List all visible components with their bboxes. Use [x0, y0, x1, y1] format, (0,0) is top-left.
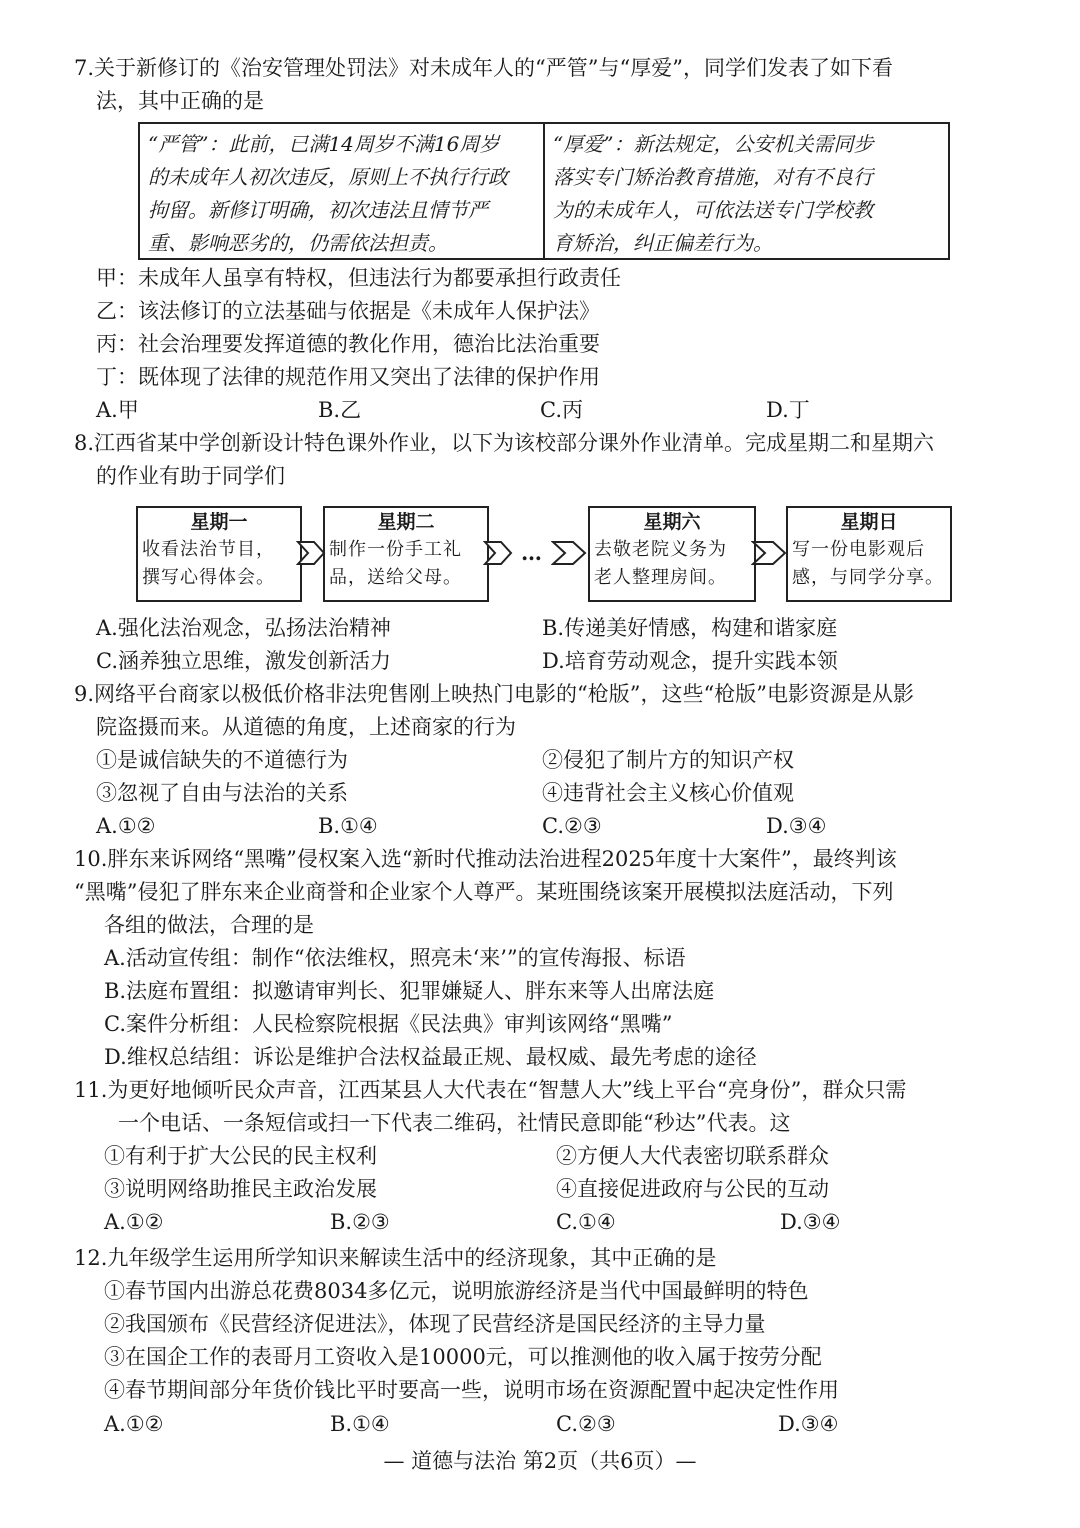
q8-ellipsis: … — [521, 540, 542, 565]
q7-statement-yi: 乙：该法修订的立法基础与依据是《未成年人保护法》 — [96, 299, 600, 323]
q9-item-1: ①是诚信缺失的不道德行为 — [96, 748, 348, 772]
q8-option-d: D.培育劳动观念，提升实践本领 — [542, 649, 838, 673]
q9-option-b: B.①④ — [318, 814, 378, 838]
q10-stem: 10.胖东来诉网络“黑嘴”侵权案入选“新时代推动法治进程2025年度十大案件”，最终判该 — [74, 847, 897, 871]
q11-stem: 11.为更好地倾听民众声音，江西某县人大代表在“智慧人大”线上平台“亮身份”，群众只需 — [74, 1078, 907, 1102]
q7-stem: 7.关于新修订的《治安管理处罚法》对未成年人的“严管”与“厚爱”，同学们发表了如下看 — [74, 56, 893, 80]
q10-option-d: D.维权总结组：诉讼是维护合法权益最正规、最权威、最先考虑的途径 — [104, 1045, 757, 1069]
q7-care-line: 为的未成年人，可依法送专门学校教 — [553, 198, 873, 222]
q8-sunday-box — [786, 506, 952, 602]
q8-day-text: 品，送给父母。 — [329, 567, 462, 588]
q11-option-c: C.①④ — [556, 1210, 616, 1234]
q8-day-title: 星期二 — [377, 511, 435, 533]
page-footer: — 道德与法治 第2页（共6页）— — [383, 1449, 697, 1473]
q9-option-d: D.③④ — [766, 814, 827, 838]
q12-option-a: A.①② — [104, 1412, 164, 1436]
q8-day-title: 星期六 — [643, 511, 701, 533]
q11-stem-cont: 一个电话、一条短信或扫一下代表二维码，社情民意即能“秒达”代表。这 — [118, 1111, 791, 1135]
q10-stem-cont: “黑嘴”侵犯了胖东来企业商誉和企业家个人尊严。某班围绕该案开展模拟法庭活动，下列 — [74, 880, 894, 904]
q8-day-text: 写一份电影观后 — [792, 539, 925, 560]
q7-statement-bing: 丙：社会治理要发挥道德的教化作用，德治比法治重要 — [96, 332, 600, 356]
q7-care-line: “厚爱”：新法规定，公安机关需同步 — [553, 132, 874, 156]
arrow-right-icon — [296, 540, 326, 566]
q7-statement-ding: 丁：既体现了法律的规范作用又突出了法律的保护作用 — [96, 365, 600, 389]
q11-option-a: A.①② — [104, 1210, 164, 1234]
q12-option-b: B.①④ — [330, 1412, 390, 1436]
q10-option-a: A.活动宣传组：制作“依法维权，照亮未‘来’”的宣传海报、标语 — [104, 946, 686, 970]
q8-day-text: 制作一份手工礼 — [329, 539, 462, 560]
q7-option-a: A.甲 — [96, 398, 139, 422]
q8-day-text: 收看法治节目， — [142, 539, 275, 560]
q12-option-d: D.③④ — [778, 1412, 839, 1436]
q7-strict-box — [140, 124, 543, 258]
q11-item-2: ②方便人大代表密切联系群众 — [556, 1144, 829, 1168]
q9-item-4: ④违背社会主义核心价值观 — [542, 781, 794, 805]
q7-strict-line: 的未成年人初次违反，原则上不执行行政 — [148, 165, 508, 189]
q12-item-4: ④春节期间部分年货价钱比平时要高一些，说明市场在资源配置中起决定性作用 — [104, 1378, 839, 1402]
arrow-right-icon — [483, 540, 513, 566]
q7-strict-line: 拘留。新修订明确，初次违法且情节严 — [148, 198, 488, 222]
q11-item-3: ③说明网络助推民主政治发展 — [104, 1177, 377, 1201]
q8-stem-cont: 的作业有助于同学们 — [96, 464, 285, 488]
arrow-right-icon — [551, 540, 587, 566]
q10-stem-cont2: 各组的做法，合理的是 — [104, 913, 314, 937]
q7-strict-line: “严管”：此前，已满14周岁不满16周岁 — [148, 132, 500, 156]
q7-care-line: 育矫治，纠正偏差行为。 — [553, 231, 773, 255]
q12-option-c: C.②③ — [556, 1412, 616, 1436]
q8-day-text: 去敬老院义务为 — [594, 539, 727, 560]
q9-stem-cont: 院盗摄而来。从道德的角度，上述商家的行为 — [96, 715, 516, 739]
q7-strict-line: 重、影响恶劣的，仍需依法担责。 — [148, 231, 448, 255]
q7-stem-cont: 法，其中正确的是 — [96, 89, 264, 113]
q12-item-1: ①春节国内出游总花费8034多亿元，说明旅游经济是当代中国最鲜明的特色 — [104, 1279, 809, 1303]
q8-monday-box — [136, 506, 302, 602]
q8-day-title: 星期一 — [190, 511, 248, 533]
q9-option-c: C.②③ — [542, 814, 602, 838]
q9-stem: 9.网络平台商家以极低价格非法兜售刚上映热门电影的“枪版”，这些“枪版”电影资源是从影 — [74, 682, 914, 706]
q7-option-d: D.丁 — [766, 398, 810, 422]
q8-option-b: B.传递美好情感，构建和谐家庭 — [542, 616, 838, 640]
q10-option-c: C.案件分析组：人民检察院根据《民法典》审判该网络“黑嘴” — [104, 1012, 673, 1036]
arrow-right-icon — [751, 540, 787, 566]
q12-item-2: ②我国颁布《民营经济促进法》，体现了民营经济是国民经济的主导力量 — [104, 1312, 766, 1336]
q7-material-box — [138, 122, 950, 260]
q8-day-text: 撰写心得体会。 — [142, 567, 275, 588]
q8-option-a: A.强化法治观念，弘扬法治精神 — [96, 616, 391, 640]
q11-option-d: D.③④ — [780, 1210, 841, 1234]
q11-item-1: ①有利于扩大公民的民主权利 — [104, 1144, 377, 1168]
q8-stem: 8.江西省某中学创新设计特色课外作业，以下为该校部分课外作业清单。完成星期二和星期六 — [74, 431, 935, 455]
q11-item-4: ④直接促进政府与公民的互动 — [556, 1177, 829, 1201]
q7-statement-jia: 甲：未成年人虽享有特权，但违法行为都要承担行政责任 — [96, 266, 621, 290]
q8-saturday-box — [588, 506, 756, 602]
q8-tuesday-box — [323, 506, 489, 602]
q9-item-2: ②侵犯了制片方的知识产权 — [542, 748, 794, 772]
q10-option-b: B.法庭布置组：拟邀请审判长、犯罪嫌疑人、胖东来等人出席法庭 — [104, 979, 715, 1003]
q7-option-b: B.乙 — [318, 398, 362, 422]
q8-day-text: 老人整理房间。 — [594, 567, 727, 588]
q8-day-title: 星期日 — [840, 511, 898, 533]
q7-care-line: 落实专门矫治教育措施，对有不良行 — [553, 165, 873, 189]
q12-item-3: ③在国企工作的表哥月工资收入是10000元，可以推测他的收入属于按劳分配 — [104, 1345, 822, 1369]
q8-option-c: C.涵养独立思维，激发创新活力 — [96, 649, 391, 673]
q12-stem: 12.九年级学生运用所学知识来解读生活中的经济现象，其中正确的是 — [74, 1246, 717, 1270]
q9-option-a: A.①② — [96, 814, 156, 838]
q8-day-text: 感，与同学分享。 — [792, 567, 944, 588]
q7-care-box — [543, 124, 948, 258]
q11-option-b: B.②③ — [330, 1210, 390, 1234]
q9-item-3: ③忽视了自由与法治的关系 — [96, 781, 348, 805]
q7-option-c: C.丙 — [540, 398, 583, 422]
